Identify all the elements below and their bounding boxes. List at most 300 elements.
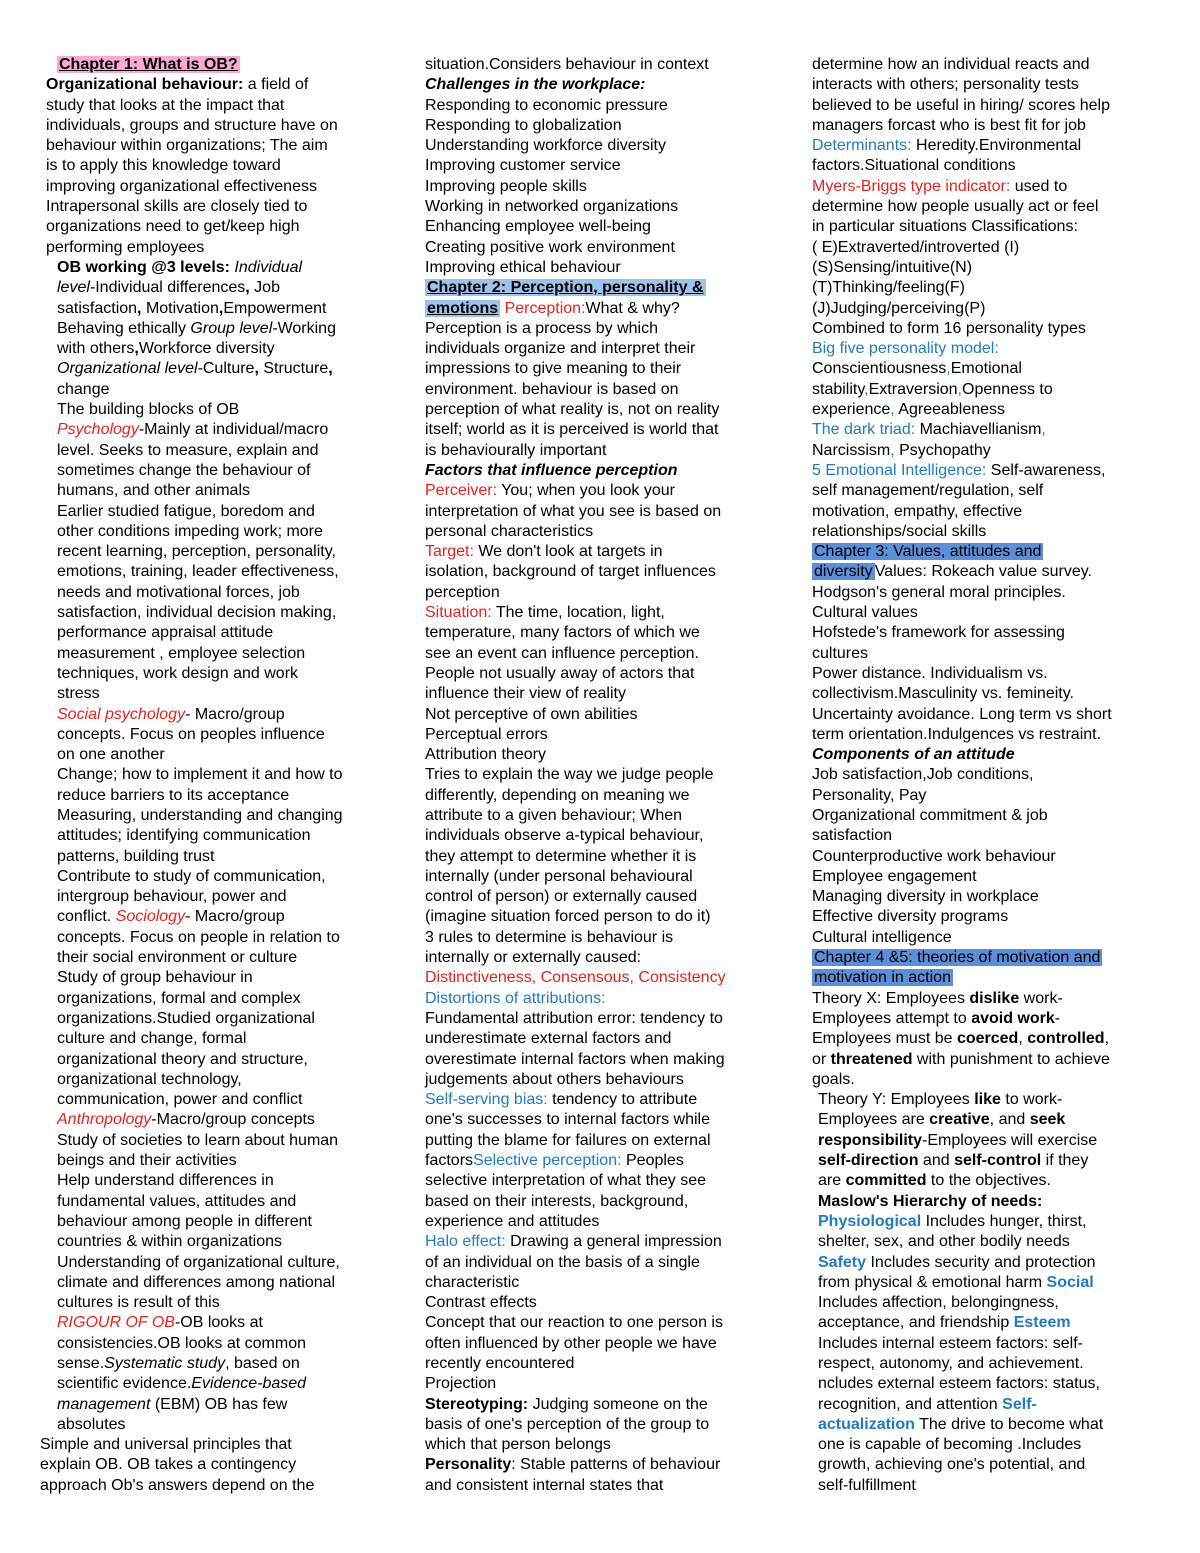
text-run: Drawing a general impression (505, 1233, 722, 1251)
text-run: RIGOUR OF OB (57, 1314, 175, 1332)
text-line (812, 806, 1157, 826)
text-run: selective interpretation of what they see (425, 1172, 707, 1190)
text-run: and consistent internal states that (425, 1476, 664, 1494)
text-line (425, 989, 765, 1009)
text-line (40, 1192, 385, 1212)
text-line (812, 867, 1157, 887)
text-line (425, 745, 765, 765)
text-line (812, 1455, 1157, 1475)
column-1 (40, 55, 385, 1496)
text-run: behaviour among people in different (57, 1212, 312, 1230)
text-run: cultures (812, 644, 869, 662)
text-run: characteristic (425, 1273, 520, 1291)
text-line (812, 989, 1157, 1009)
text-run: perception (425, 583, 500, 601)
text-run: level- (57, 279, 96, 297)
text-run: Job (249, 279, 280, 297)
text-run: Measuring, understanding and changing (57, 806, 343, 824)
text-run: threatened (830, 1050, 913, 1068)
text-run: (EBM) OB has few (150, 1395, 288, 1413)
text-run: personal characteristics (425, 522, 594, 540)
text-run: self management/regulation, self (812, 482, 1044, 500)
text-run: management (57, 1395, 151, 1413)
text-run: Responding to economic pressure (425, 96, 668, 114)
text-line (425, 136, 765, 156)
text-run: with others (57, 340, 135, 358)
text-run: The time, location, light, (491, 604, 665, 622)
text-line (40, 217, 385, 237)
text-line (40, 339, 385, 359)
text-run: The building blocks of OB (57, 401, 240, 419)
text-line (425, 664, 765, 684)
text-line (40, 420, 385, 440)
text-run: , (946, 360, 951, 378)
text-line (40, 1293, 385, 1313)
text-line (40, 786, 385, 806)
text-line (425, 522, 765, 542)
text-line (425, 907, 765, 927)
text-run: experience (812, 401, 891, 419)
text-line (425, 1253, 765, 1273)
text-line (40, 1374, 385, 1394)
text-run: or (812, 1050, 831, 1068)
text-line (812, 786, 1157, 806)
text-line (425, 1090, 765, 1110)
text-run: explain OB. OB takes a contingency (40, 1456, 297, 1474)
text-line (425, 1273, 765, 1293)
text-line (425, 1029, 765, 1049)
text-line (40, 948, 385, 968)
text-run: Target: (425, 543, 474, 561)
text-run: experience and attitudes (425, 1212, 600, 1230)
text-run: improving organizational effectiveness (46, 177, 317, 195)
text-run: control of person) or externally caused (425, 888, 698, 906)
text-run: Challenges in the workplace: (425, 76, 646, 94)
text-line (425, 116, 765, 136)
text-line (812, 1415, 1157, 1435)
text-run: beings and their activities (57, 1152, 237, 1170)
text-run: measurement , employee selection (57, 644, 306, 662)
text-run: scientific evidence. (57, 1375, 192, 1393)
text-run: You; when you look your (497, 482, 675, 500)
text-line (425, 380, 765, 400)
text-line (425, 400, 765, 420)
text-run: judgements about others behaviours (425, 1070, 684, 1088)
text-run: , (890, 401, 895, 419)
text-run: satisfaction, individual decision making, (57, 604, 337, 622)
text-line (812, 75, 1157, 95)
text-run: Conscientiousness (812, 360, 947, 378)
text-run: 5 Emotional Intelligence: (812, 461, 987, 479)
text-line (812, 481, 1157, 501)
text-run: perception of what reality is, not on reality (425, 401, 720, 419)
text-run: Values: Rokeach value survey. (874, 563, 1092, 581)
text-run: creative (929, 1111, 990, 1129)
text-line (812, 644, 1157, 664)
text-line (425, 1334, 765, 1354)
column-2 (425, 55, 765, 1496)
text-run: self-fulfillment (818, 1476, 916, 1494)
text-line (812, 1374, 1157, 1394)
section-heading: diversity (814, 563, 873, 581)
text-run: Empowerment (223, 299, 327, 317)
text-line (425, 461, 765, 481)
text-line (812, 522, 1157, 542)
text-line (425, 623, 765, 643)
text-run: Distinctiveness, Consensous, Consistency (425, 969, 726, 987)
text-run: Narcissism (812, 441, 891, 459)
text-run: What & why? (585, 299, 680, 317)
text-run: , and (989, 1111, 1030, 1129)
text-line (40, 96, 385, 116)
text-run: People not usually away of actors that (425, 664, 695, 682)
text-run: interacts with others; personality tests (812, 76, 1079, 94)
text-run: organizational theory and structure, (57, 1050, 308, 1068)
text-run: Peoples (621, 1152, 684, 1170)
text-run: Maslow's Hierarchy of needs: (818, 1192, 1043, 1210)
text-line (425, 847, 765, 867)
text-run: Includes internal esteem factors: self- (818, 1334, 1084, 1352)
text-line (812, 420, 1157, 440)
text-run: Employees are (818, 1111, 930, 1129)
text-line (812, 1050, 1157, 1070)
text-run: determine how an individual reacts and (812, 56, 1090, 73)
text-line (40, 1334, 385, 1354)
text-line (812, 1273, 1157, 1293)
text-run: and (918, 1152, 955, 1170)
text-run: Contrast effects (425, 1294, 537, 1312)
text-line (812, 441, 1157, 461)
section-heading: Chapter 2: Perception, personality & (427, 279, 704, 297)
text-line (812, 339, 1157, 359)
text-run: individuals observe a-typical behaviour, (425, 827, 704, 845)
text-run: Sociology (115, 908, 186, 926)
text-run: Factors that influence perception (425, 461, 678, 479)
text-run: patterns, building trust (57, 847, 215, 865)
text-line (812, 1293, 1157, 1313)
text-run: Uncertainty avoidance. Long term vs short (812, 705, 1112, 723)
text-run: Change; how to implement it and how to (57, 766, 343, 784)
text-run: Determinants: (812, 137, 912, 155)
text-run: dislike (969, 989, 1020, 1007)
text-line (425, 644, 765, 664)
text-line (812, 96, 1157, 116)
text-line (425, 238, 765, 258)
text-run: , (957, 380, 962, 398)
text-run: Self-awareness, (986, 461, 1106, 479)
text-run: Group level- (190, 319, 278, 337)
text-run: (imagine situation forced person to do it) (425, 908, 711, 926)
text-line (40, 1131, 385, 1151)
text-line (40, 197, 385, 217)
text-run: Workforce diversity (138, 340, 275, 358)
text-run: Organizational commitment & job (812, 806, 1048, 824)
text-line (40, 359, 385, 379)
section-heading: motivation in action (814, 969, 951, 987)
text-line (40, 928, 385, 948)
text-run: respect, autonomy, and achievement. (818, 1355, 1084, 1372)
text-run: putting the blame for failures on external (425, 1131, 711, 1149)
text-run: Attribution theory (425, 746, 546, 764)
text-line (812, 826, 1157, 846)
text-run: level. Seeks to measure, explain and (57, 441, 319, 459)
text-line (40, 319, 385, 339)
text-run: a field of (243, 76, 309, 94)
text-line (425, 1131, 765, 1151)
text-line (812, 217, 1157, 237)
text-line (40, 623, 385, 643)
text-line (812, 136, 1157, 156)
section-heading: Chapter 1: What is OB? (59, 56, 238, 73)
text-run: absolutes (57, 1415, 126, 1433)
text-run: internally (under personal behavioural (425, 867, 693, 885)
text-run: itself; world as it is perceived is world that (425, 421, 719, 439)
text-line (40, 887, 385, 907)
text-run: Machiavellianism (915, 421, 1042, 439)
text-line (812, 1313, 1157, 1333)
text-run: Effective diversity programs (812, 908, 1009, 926)
text-line (40, 583, 385, 603)
text-line (40, 1090, 385, 1110)
text-line (425, 258, 765, 278)
text-line (40, 299, 385, 319)
text-line (40, 867, 385, 887)
text-run: reduce barriers to its acceptance (57, 786, 290, 804)
text-run: recently encountered (425, 1355, 575, 1372)
text-run: Judging someone on the (528, 1395, 708, 1413)
text-line (40, 806, 385, 826)
text-line (812, 238, 1157, 258)
text-run: fundamental values, attitudes and (57, 1192, 297, 1210)
text-run: (S)Sensing/intuitive(N) (812, 258, 973, 276)
text-run: relationships/social skills (812, 522, 987, 540)
text-run: interpretation of what you see is based on (425, 502, 722, 520)
text-run: -OB looks at (174, 1314, 263, 1332)
text-run: acceptance, and friendship (818, 1314, 1014, 1332)
text-run: controlled (1027, 1030, 1105, 1048)
text-run: , (328, 360, 333, 378)
text-run: Personality, Pay (812, 786, 927, 804)
text-line (812, 664, 1157, 684)
text-run: change (57, 380, 110, 398)
text-line (425, 542, 765, 562)
text-run: Perception is a process by which (425, 319, 658, 337)
text-run: Includes security and protection (866, 1253, 1096, 1271)
text-run: Includes affection, belongingness, (818, 1294, 1059, 1312)
text-run: are (818, 1172, 846, 1190)
text-run: Big five personality model: (812, 340, 999, 358)
text-line (40, 765, 385, 785)
text-run: sometimes change the behaviour of (57, 461, 311, 479)
text-run: attitudes; identifying communication (57, 827, 311, 845)
text-line (812, 562, 1157, 582)
text-line (425, 1313, 765, 1333)
text-run: Selective perception: (473, 1152, 622, 1170)
text-run: The drive to become what (914, 1415, 1104, 1433)
text-run: culture and change, formal (57, 1030, 247, 1048)
text-line (812, 725, 1157, 745)
text-line (40, 1253, 385, 1273)
text-line (425, 1070, 765, 1090)
text-run: see an event can influence perception. (425, 644, 699, 662)
text-line (812, 623, 1157, 643)
text-run: Employee engagement (812, 867, 977, 885)
text-run: - Macro/group (185, 908, 285, 926)
text-line (425, 156, 765, 176)
text-line (425, 197, 765, 217)
text-line (40, 461, 385, 481)
text-line (425, 502, 765, 522)
text-line (40, 116, 385, 136)
text-run: Fundamental attribution error: tendency to (425, 1009, 723, 1027)
text-run: humans, and other animals (57, 482, 250, 500)
text-run: 3 rules to determine is behaviour is (425, 928, 674, 946)
text-line (812, 359, 1157, 379)
text-run: satisfaction (812, 827, 893, 845)
text-run: : Stable patterns of behaviour (511, 1456, 721, 1474)
text-run: Tries to explain the way we judge people (425, 766, 714, 784)
text-run: basis of one's perception of the group to (425, 1415, 710, 1433)
text-run: , (890, 441, 895, 459)
text-line (40, 644, 385, 664)
text-line (40, 522, 385, 542)
text-run: their social environment or culture (57, 949, 298, 967)
text-line (40, 258, 385, 278)
text-run: Improving ethical behaviour (425, 258, 621, 276)
text-line (425, 765, 765, 785)
text-line (425, 1395, 765, 1415)
text-run: satisfaction (57, 299, 138, 317)
text-line (40, 177, 385, 197)
text-run: to work- (1000, 1091, 1063, 1109)
text-run: Combined to form 16 personality types (812, 319, 1086, 337)
text-run: Not perceptive of own abilities (425, 705, 638, 723)
text-line (40, 441, 385, 461)
text-run: Self-serving bias: (425, 1091, 548, 1109)
text-line (425, 1151, 765, 1171)
text-run: to the objectives. (926, 1172, 1051, 1190)
text-run: committed (845, 1172, 927, 1190)
text-line (425, 177, 765, 197)
text-run: Employees attempt to (812, 1009, 972, 1027)
text-run: , (254, 360, 259, 378)
text-run: underestimate external factors and (425, 1030, 672, 1048)
text-line (425, 339, 765, 359)
text-run: Social (1046, 1273, 1094, 1291)
text-run: Myers-Briggs type indicator: (812, 177, 1011, 195)
text-run: Includes hunger, thirst, (921, 1212, 1087, 1230)
text-run: avoid work (971, 1009, 1055, 1027)
text-line (812, 1009, 1157, 1029)
text-line (812, 603, 1157, 623)
text-run: cultures is result of this (57, 1294, 220, 1312)
text-run: internally or externally caused: (425, 949, 642, 967)
text-line (812, 542, 1157, 562)
text-line (425, 1415, 765, 1435)
text-run: approach Ob's answers depend on the (40, 1476, 315, 1494)
text-run: Perceptual errors (425, 725, 548, 743)
text-line (40, 907, 385, 927)
text-line (40, 1395, 385, 1415)
text-run: is to apply this knowledge toward (46, 157, 281, 175)
text-run: Hodgson's general moral principles. (812, 583, 1066, 601)
text-run: communication, power and conflict (57, 1091, 303, 1109)
text-run: Anthropology (57, 1111, 152, 1129)
text-line (40, 1476, 385, 1496)
text-line (40, 684, 385, 704)
text-run: Employees must be (812, 1030, 957, 1048)
text-run: Structure (258, 360, 329, 378)
text-run: based on their interests, background, (425, 1192, 689, 1210)
text-line (425, 1050, 765, 1070)
text-run: sense. (57, 1355, 105, 1372)
text-line (40, 1009, 385, 1029)
text-line (40, 502, 385, 522)
text-run: actualization (818, 1415, 915, 1433)
text-run: Psychopathy (894, 441, 991, 459)
text-run: on one another (57, 746, 165, 764)
text-line (425, 75, 765, 95)
text-run: Extraversion (868, 380, 958, 398)
text-line (812, 116, 1157, 136)
text-run: Study of group behaviour in (57, 969, 253, 987)
text-run: stability (812, 380, 865, 398)
text-line (425, 299, 765, 319)
text-run: Culture (202, 360, 255, 378)
text-run: Situation: (425, 604, 492, 622)
text-run: Self- (1002, 1395, 1037, 1413)
text-run: factors (425, 1152, 474, 1170)
text-run: Job satisfaction,Job conditions, (812, 766, 1034, 784)
text-run: Cultural intelligence (812, 928, 952, 946)
text-line (425, 55, 765, 75)
text-line (425, 319, 765, 339)
text-line (40, 1171, 385, 1191)
text-run: Organizational level- (57, 360, 203, 378)
text-line (425, 725, 765, 745)
text-run: individuals, groups and structure have on (46, 116, 338, 134)
text-run: work- (1019, 989, 1063, 1007)
text-run: organizations, formal and complex (57, 989, 301, 1007)
text-run: Openness to (962, 380, 1053, 398)
text-line (425, 359, 765, 379)
text-run: , (245, 279, 250, 297)
text-run: responsibility (818, 1131, 923, 1149)
text-run: - Macro/group (185, 705, 285, 723)
text-run: Personality (425, 1456, 512, 1474)
text-run: - (1054, 1009, 1061, 1027)
text-line (425, 684, 765, 704)
text-line (40, 1212, 385, 1232)
text-run: Working in networked organizations (425, 198, 679, 216)
text-line (425, 1293, 765, 1313)
text-line (812, 1090, 1157, 1110)
text-line (40, 55, 385, 75)
text-run: We don't look at targets in (473, 543, 663, 561)
text-run: Improving customer service (425, 157, 621, 175)
text-run: countries & within organizations (57, 1233, 283, 1251)
text-line (812, 948, 1157, 968)
text-line (812, 1354, 1157, 1374)
text-run: situation.Considers behaviour in context (425, 56, 709, 73)
text-line (812, 705, 1157, 725)
text-line (425, 1435, 765, 1455)
text-line (40, 1435, 385, 1455)
text-run: organizations need to get/keep high (46, 218, 300, 236)
text-line (425, 441, 765, 461)
text-run: Motivation (141, 299, 219, 317)
text-line (812, 1435, 1157, 1455)
